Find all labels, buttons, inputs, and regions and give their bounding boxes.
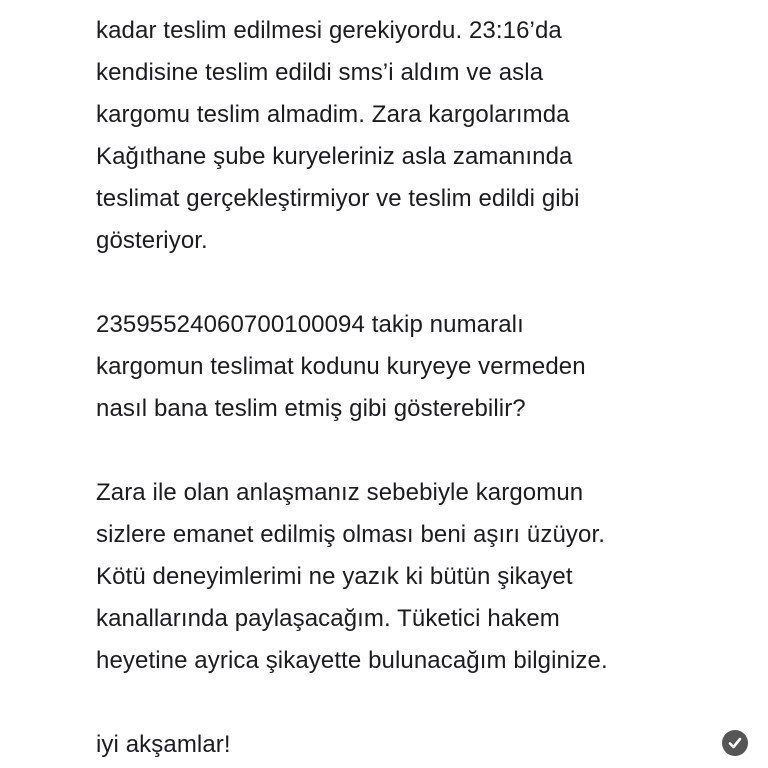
paragraph-4	[96, 724, 756, 766]
text-line: nasıl bana teslim etmiş gibi gösterebilir?	[96, 395, 526, 422]
text-line: kargomun teslimat kodunu kuryeye vermeden	[96, 353, 586, 380]
checkmark-circle-icon	[722, 730, 748, 756]
text-line: kendisine teslim edildi sms’i aldım ve asla	[96, 59, 544, 86]
text-line: teslimat gerçekleştirmiyor ve teslim edildi gibi	[96, 185, 580, 212]
text-line: 23595524060700100094 takip numaralı	[96, 311, 524, 338]
text-line: sizlere emanet edilmiş olması beni aşırı üzüyor.	[96, 521, 606, 548]
text-line: kanallarında paylaşacağım. Tüketici hakem	[96, 605, 560, 632]
paragraph-1	[96, 10, 756, 262]
text-line: Kağıthane şube kuryeleriniz asla zamanında	[96, 143, 573, 170]
paragraph-3	[96, 472, 756, 682]
text-line: kargomu teslim almadim. Zara kargolarımda	[96, 101, 570, 128]
paragraph-2	[96, 304, 756, 430]
message-body	[96, 10, 756, 766]
text-line: kadar teslim edilmesi gerekiyordu. 23:16’da	[96, 17, 562, 44]
text-line: Zara ile olan anlaşmanız sebebiyle kargomun	[96, 479, 584, 506]
text-line: gösteriyor.	[96, 227, 208, 254]
text-line: Kötü deneyimlerimi ne yazık ki bütün şikayet	[96, 563, 573, 590]
text-line: iyi akşamlar!	[96, 731, 231, 758]
text-line: heyetine ayrica şikayette bulunacağım bilginize.	[96, 647, 608, 674]
